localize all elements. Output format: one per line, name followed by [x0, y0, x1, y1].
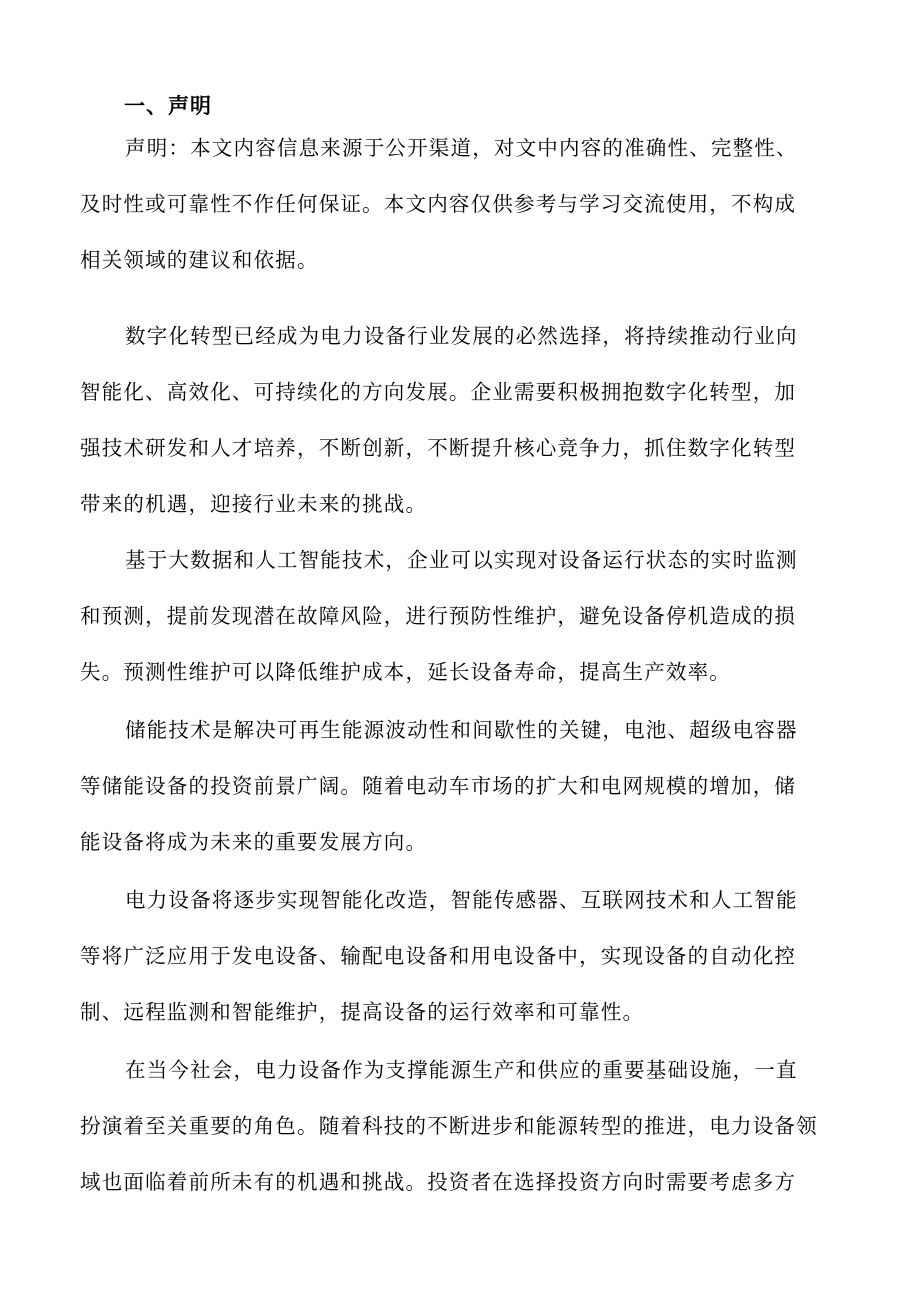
paragraph-industry-context	[80, 1042, 842, 1210]
paragraph-line: 相关领域的建议和依据。	[80, 248, 319, 272]
paragraph-line: 智能化、高效化、可持续化的方向发展。企业需要积极拥抱数字化转型，加	[80, 380, 797, 404]
paragraph-line: 域也面临着前所未有的机遇和挑战。投资者在选择投资方向时需要考虑多方	[80, 1170, 797, 1194]
paragraph-predictive-maintenance	[80, 532, 842, 700]
paragraph-line: 声明：本文内容信息来源于公开渠道，对文中内容的准确性、完整性、	[125, 136, 798, 160]
paragraph-line: 强技术研发和人才培养，不断创新，不断提升核心竞争力，抓住数字化转型	[80, 436, 797, 460]
paragraph-line: 储能技术是解决可再生能源波动性和间歇性的关键，电池、超级电容器	[125, 718, 798, 742]
paragraph-line: 基于大数据和人工智能技术，企业可以实现对设备运行状态的实时监测	[125, 548, 798, 572]
paragraph-line: 在当今社会，电力设备作为支撑能源生产和供应的重要基础设施，一直	[125, 1058, 798, 1082]
paragraph-line: 及时性或可靠性不作任何保证。本文内容仅供参考与学习交流使用，不构成	[80, 192, 797, 216]
paragraph-line: 能设备将成为未来的重要发展方向。	[80, 830, 428, 854]
paragraph-line: 数字化转型已经成为电力设备行业发展的必然选择，将持续推动行业向	[125, 324, 798, 348]
paragraph-line: 扮演着至关重要的角色。随着科技的不断进步和能源转型的推进，电力设备领	[80, 1114, 818, 1138]
paragraph-disclaimer	[80, 120, 842, 288]
paragraph-line: 等储能设备的投资前景广阔。随着电动车市场的扩大和电网规模的增加，储	[80, 774, 797, 798]
paragraph-line: 带来的机遇，迎接行业未来的挑战。	[80, 492, 428, 516]
paragraph-line: 失。预测性维护可以降低维护成本，延长设备寿命，提高生产效率。	[80, 660, 731, 684]
section-heading: 一、声明	[124, 94, 212, 118]
paragraph-line: 和预测，提前发现潜在故障风险，进行预防性维护，避免设备停机造成的损	[80, 604, 797, 628]
paragraph-smart-upgrade	[80, 872, 842, 1040]
paragraph-line: 制、远程监测和智能维护，提高设备的运行效率和可靠性。	[80, 1000, 645, 1024]
paragraph-energy-storage	[80, 702, 842, 870]
paragraph-line: 电力设备将逐步实现智能化改造，智能传感器、互联网技术和人工智能	[125, 888, 798, 912]
paragraph-digital-transformation	[80, 308, 842, 532]
paragraph-line: 等将广泛应用于发电设备、输配电设备和用电设备中，实现设备的自动化控	[80, 944, 797, 968]
